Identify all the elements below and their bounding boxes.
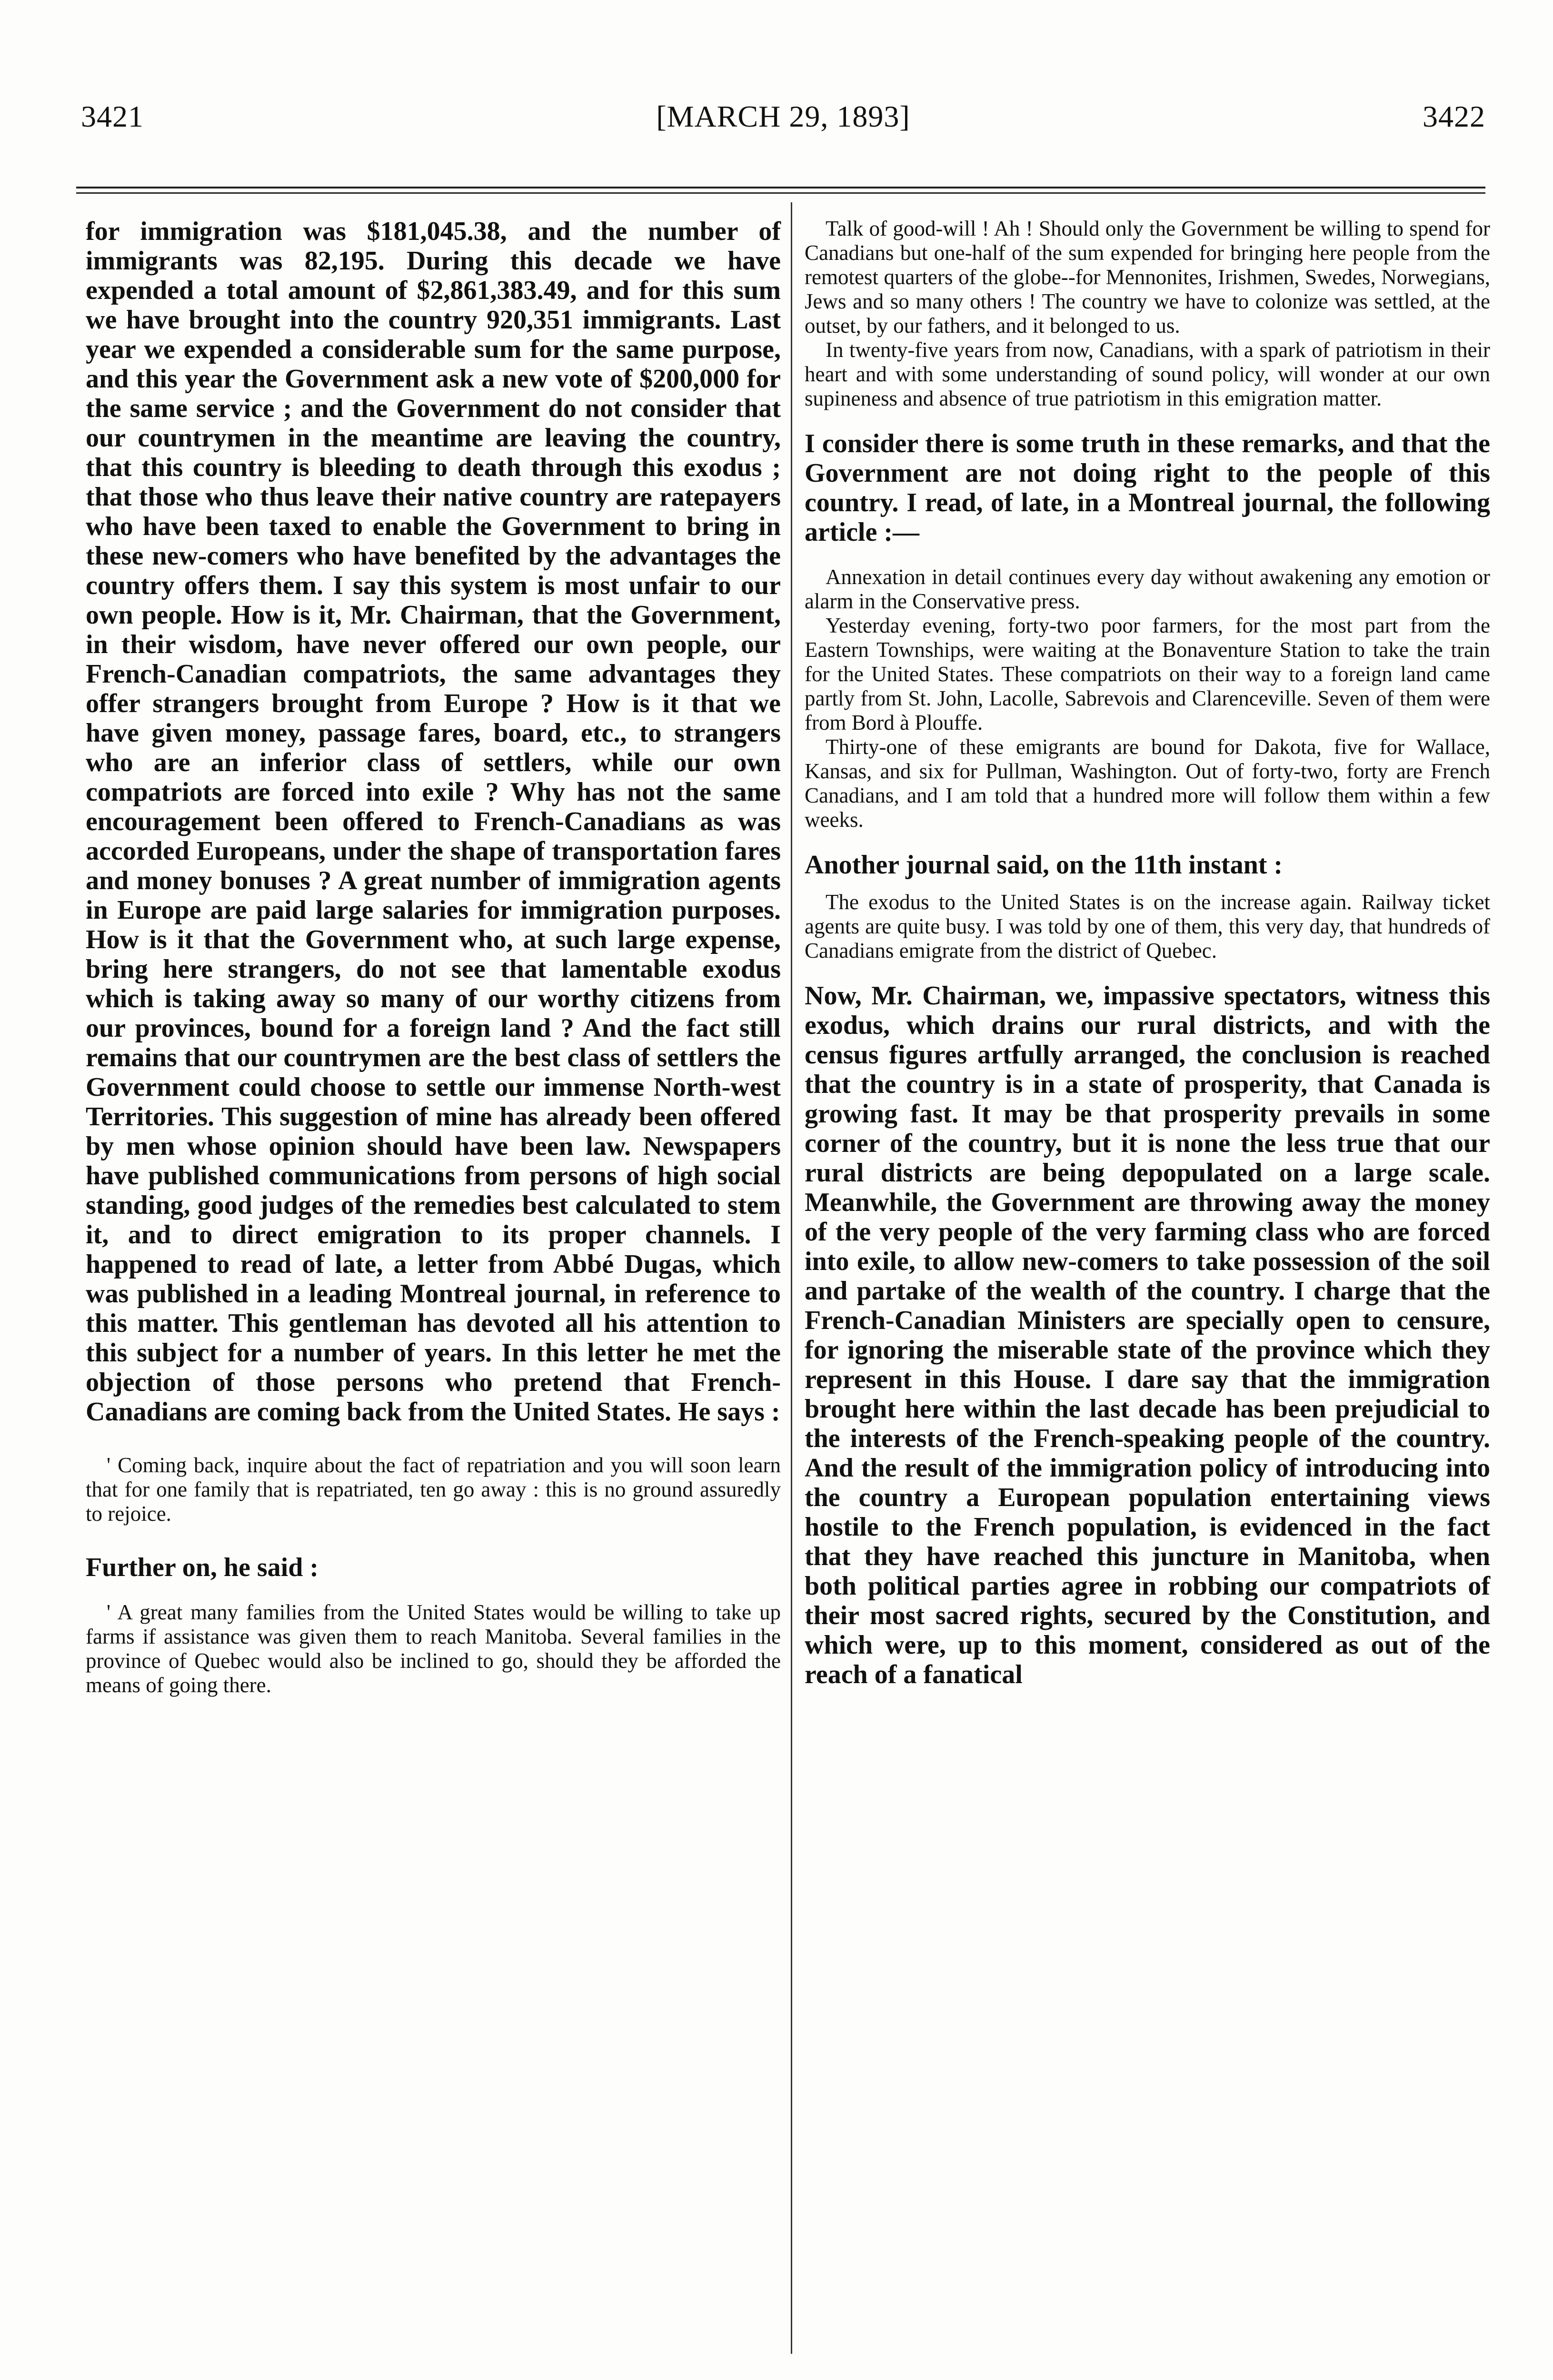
header-rule-top bbox=[76, 187, 1485, 188]
right-column bbox=[805, 217, 1490, 1689]
header-rule-bottom bbox=[76, 192, 1485, 194]
quoted-paragraph: Annexation in detail continues every day without awakening any emotion or alarm in the Conservative press. bbox=[805, 565, 1490, 613]
quoted-paragraph: The exodus to the United States is on the increase again. Railway ticket agents are quite busy. I was told by one of them, this very day, that hundreds of Canadians emigrate from the district of Quebec. bbox=[805, 890, 1490, 962]
lead-in-line: Another journal said, on the 11th instant : bbox=[805, 850, 1283, 880]
quoted-paragraph: Yesterday evening, forty-two poor farmers, for the most part from the Eastern Townships, were waiting at the Bonaventure Station to take the train for the United States. These compatriots on their way to a foreign land came partly from St. John, Lacolle, Sabrevois and Clarenceville. Seven of them were from Bord à Plouffe. bbox=[805, 614, 1490, 734]
left-column bbox=[86, 217, 781, 1697]
speech-paragraph: for immigration was $181,045.38, and the number of immigrants was 82,195. During this decade we have expended a total amount of $2,861,383.49, and for this sum we have brought into the country 920,351 immigrants. Last year we expended a considerable sum for the same purpose, and this year the Government ask a new vote of $200,000 for the same service ; and the Government do not consider that our countrymen in the meantime are leaving the country, that this country is bleeding to death through this exodus ; that those who thus leave their native country are ratepayers who have been taxed to enable the Government to bring in these new-comers who have benefited by the advantages the country offers them. I say this system is most unfair to our own people. How is it, Mr. Chairman, that the Government, in their wisdom, have never offered our own people, our French-Canadian compatriots, the same advantages they offer strangers brought from Europe ? How is it that we have given money, passage fares, board, etc., to strangers who are an inferior class of settlers, while our own compatriots are forced into exile ? Why has not the same encouragement been offered to French-Canadians as was accorded Europeans, under the shape of transportation fares and money bonuses ? A great number of immigration agents in Europe are paid large salaries for immigration purposes. How is it that the Government who, at such large expense, bring here strangers, do not see that lamentable exodus which is taking away so many of our worthy citizens from our provinces, bound for a foreign land ? And the fact still remains that our countrymen are the best class of settlers the Government could choose to settle our immense North-west Territories. This suggestion of mine has already been offered by men whose opinion should have been law. Newspapers have published communications from persons of high social standing, good judges of the remedies best calculated to stem it, and to direct emigration to its proper channels. I happened to read of late, a letter from Abbé Dugas, which was published in a leading Montreal journal, in reference to this matter. This gentleman has devoted all his attention to this subject for a number of years. In this letter he met the objection of those persons who pretend that French-Canadians are coming back from the United States. He says : bbox=[86, 217, 781, 1427]
speech-paragraph: I consider there is some truth in these remarks, and that the Government are not doing right to the people of this country. I read, of late, in a Montreal journal, the following article :— bbox=[805, 429, 1490, 547]
left-page-number: 3421 bbox=[81, 99, 144, 133]
quoted-paragraph: In twenty-five years from now, Canadians, with a spark of patriotism in their heart and with some understanding of sound policy, will wonder at our own supineness and absence of true patriotism in this emigration matter. bbox=[805, 338, 1490, 410]
speech-paragraph: Now, Mr. Chairman, we, impassive spectators, witness this exodus, which drains our rural districts, and with the census figures artfully arranged, the conclusion is reached that the country is in a state of prosperity, that Canada is growing fast. It may be that prosperity prevails in some corner of the country, but it is none the less true that our rural districts are being depopulated on a large scale. Meanwhile, the Government are throwing away the money of the very people of the very farming class who are forced into exile, to allow new-comers to take possession of the soil and partake of the wealth of the country. I charge that the French-Canadian Ministers are specially open to censure, for ignoring the miserable state of the province which they represent in this House. I dare say that the immigration brought here within the last decade has been prejudicial to the interests of the French-speaking people of the country. And the result of the immigration policy of introducing into the country a European population entertaining views hostile to the French population, is evidenced in the fact that they have reached this juncture in Manitoba, when both political parties agree in robbing our compatriots of their most sacred rights, secured by the Constitution, and which were, up to this moment, considered as out of the reach of a fanatical bbox=[805, 981, 1490, 1689]
page-date: [MARCH 29, 1893] bbox=[656, 99, 910, 133]
right-page-number: 3422 bbox=[1423, 99, 1485, 133]
lead-in-line: Further on, he said : bbox=[86, 1553, 319, 1582]
quoted-paragraph: Talk of good-will ! Ah ! Should only the Government be willing to spend for Canadians but one-half of the sum expended for bringing here people from the remotest quarters of the globe--for Mennonites, Irishmen, Swedes, Norwegians, Jews and so many others ! The country we have to colonize was settled, at the outset, by our fathers, and it belonged to us. bbox=[805, 217, 1490, 337]
quoted-paragraph: ' Coming back, inquire about the fact of repatriation and you will soon learn that for one family that is repatriated, ten go away : this is no ground assuredly to rejoice. bbox=[86, 1453, 781, 1526]
column-divider bbox=[791, 202, 792, 2354]
page-header bbox=[81, 95, 1485, 148]
quoted-paragraph: ' A great many families from the United States would be willing to take up farms if assistance was given them to reach Manitoba. Several families in the province of Quebec would also be inclined to go, should they be afforded the means of going there. bbox=[86, 1600, 781, 1697]
quoted-paragraph: Thirty-one of these emigrants are bound for Dakota, five for Wallace, Kansas, and six for Pullman, Washington. Out of forty-two, forty are French Canadians, and I am told that a hundred more will follow them within a few weeks. bbox=[805, 735, 1490, 832]
